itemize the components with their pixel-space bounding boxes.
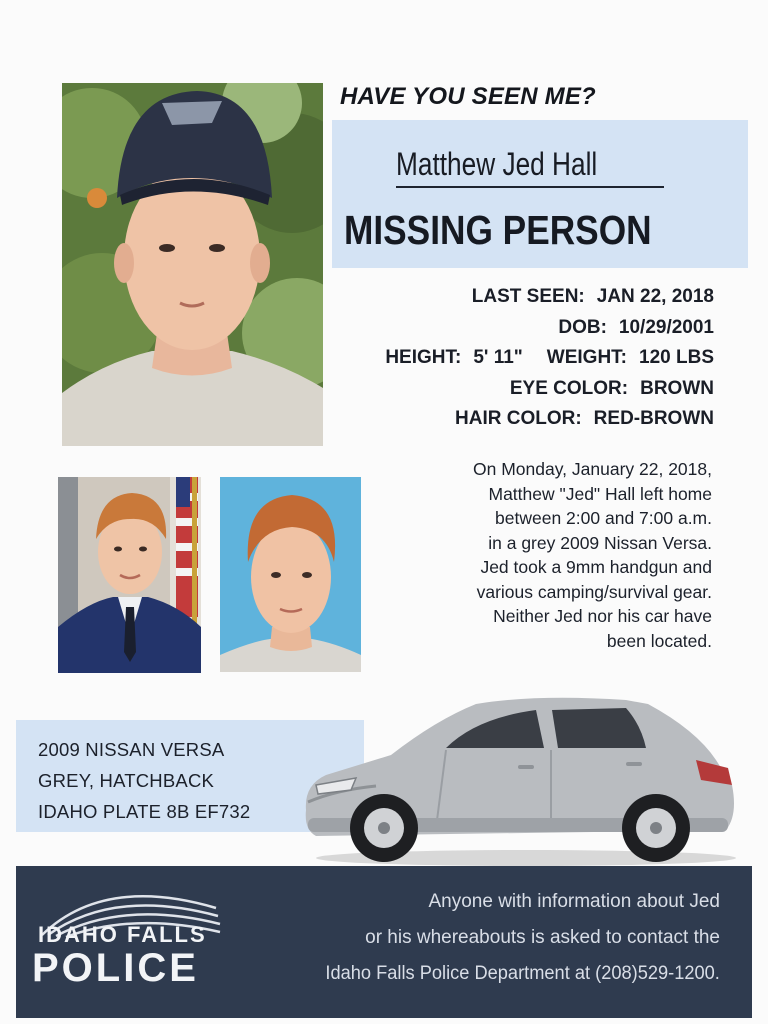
contact-line: Anyone with information about Jed	[428, 891, 720, 912]
person-name: Matthew Jed Hall	[396, 146, 598, 182]
logo-police-word: POLICE	[32, 946, 199, 990]
name-underline	[396, 186, 664, 188]
weight-value: 120 LBS	[639, 347, 714, 368]
logo-city-name: IDAHO FALLS	[38, 922, 207, 947]
narrative-line: Jed took a 9mm handgun and	[480, 557, 712, 577]
eye-color-value: BROWN	[640, 377, 714, 399]
narrative-line: various camping/survival gear.	[476, 581, 712, 602]
vehicle-description: GREY, HATCHBACK	[38, 770, 215, 791]
contact-text	[309, 884, 720, 992]
vehicle-info	[38, 734, 250, 827]
missing-person-title: MISSING PERSON	[344, 207, 652, 253]
contact-line-phone: Idaho Falls Police Department at (208)529-1200.	[325, 963, 720, 984]
narrative-line: between 2:00 and 7:00 a.m.	[495, 508, 712, 528]
narrative-line: in a grey 2009 Nissan Versa.	[488, 532, 712, 553]
hair-color-line	[385, 404, 714, 435]
eye-color-line	[385, 374, 714, 405]
uniform-photo	[58, 477, 201, 673]
contact-line: or his whereabouts is asked to contact the	[365, 927, 720, 948]
height-label: HEIGHT:	[385, 347, 462, 368]
vehicle-plate: IDAHO PLATE 8B EF732	[38, 801, 251, 822]
narrative-line: Neither Jed nor his car have	[493, 606, 712, 626]
height-value: 5' 11"	[473, 347, 523, 368]
narrative-line: On Monday, January 22, 2018,	[473, 459, 712, 479]
last-seen-line	[385, 282, 714, 313]
last-seen-label: LAST SEEN:	[471, 286, 585, 307]
narrative-line: Matthew "Jed" Hall left home	[488, 483, 712, 504]
hair-color-value: RED-BROWN	[593, 408, 714, 429]
dob-value: 10/29/2001	[618, 316, 714, 338]
height-weight-line	[385, 343, 714, 374]
narrative-text	[392, 457, 712, 653]
dob-label: DOB:	[558, 316, 607, 338]
last-seen-value: JAN 22, 2018	[596, 286, 714, 307]
eye-color-label: EYE COLOR:	[509, 377, 629, 399]
license-photo	[220, 477, 361, 672]
main-photo	[62, 83, 323, 446]
vehicle-model: 2009 NISSAN VERSA	[38, 739, 225, 760]
headline: HAVE YOU SEEN ME?	[340, 83, 596, 110]
facts-block	[385, 282, 714, 435]
dob-line	[385, 313, 714, 344]
hair-color-label: HAIR COLOR:	[455, 408, 582, 429]
weight-label: WEIGHT:	[546, 347, 628, 368]
car-image	[296, 690, 744, 870]
narrative-line: been located.	[606, 630, 712, 651]
